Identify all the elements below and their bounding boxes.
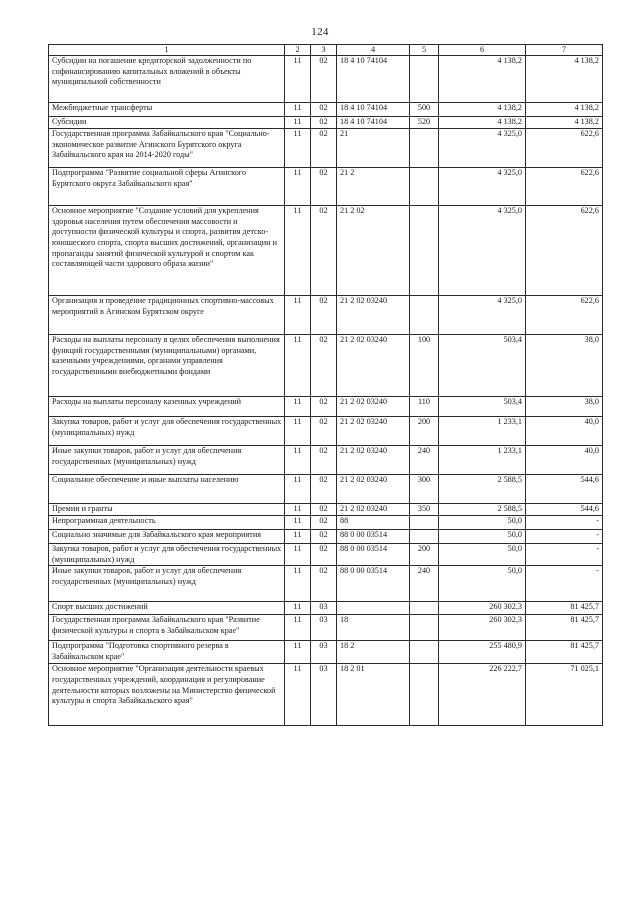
- row-amount-1-cell: 4 325,0: [439, 168, 526, 206]
- row-amount-1-cell: 4 325,0: [439, 206, 526, 296]
- row-target-code-cell: 88 0 00 03514: [337, 544, 410, 566]
- table-row: [49, 335, 603, 397]
- budget-table: [48, 44, 603, 726]
- column-number: 6: [439, 45, 526, 56]
- row-target-code-cell: 21 2 02 03240: [337, 475, 410, 504]
- row-subsection-cell: 02: [311, 335, 337, 397]
- row-name-cell: Иные закупки товаров, работ и услуг для обеспечения государственных (муниципальных) нужд: [49, 566, 285, 602]
- table-row: [49, 417, 603, 446]
- row-subsection-cell: 03: [311, 615, 337, 641]
- row-amount-1-cell: 1 233,1: [439, 446, 526, 475]
- row-expense-type-cell: [410, 615, 439, 641]
- row-amount-1-cell: 260 302,3: [439, 615, 526, 641]
- row-amount-1-cell: 260 302,3: [439, 602, 526, 615]
- row-name-cell: Непрограммная деятельность: [49, 516, 285, 530]
- row-expense-type-cell: 200: [410, 544, 439, 566]
- row-expense-type-cell: [410, 602, 439, 615]
- row-name-cell: Организация и проведение традиционных спортивно-массовых мероприятий в Агинском Бурятском округе: [49, 296, 285, 335]
- table-row: [49, 117, 603, 129]
- row-name-cell: Закупка товаров, работ и услуг для обеспечения государственных (муниципальных) нужд: [49, 417, 285, 446]
- row-target-code-cell: 21 2 02 03240: [337, 335, 410, 397]
- row-target-code-cell: [337, 602, 410, 615]
- row-subsection-cell: 03: [311, 664, 337, 726]
- row-expense-type-cell: [410, 530, 439, 544]
- row-expense-type-cell: 300: [410, 475, 439, 504]
- row-amount-2-cell: 622,6: [526, 206, 603, 296]
- row-name-cell: Социально значимые для Забайкальского края мероприятия: [49, 530, 285, 544]
- row-target-code-cell: 21 2: [337, 168, 410, 206]
- row-name-cell: Иные закупки товаров, работ и услуг для обеспечения государственных (муниципальных) нужд: [49, 446, 285, 475]
- row-amount-2-cell: 622,6: [526, 129, 603, 168]
- row-expense-type-cell: 240: [410, 566, 439, 602]
- table-row: [49, 446, 603, 475]
- row-section-cell: 11: [285, 615, 311, 641]
- row-amount-1-cell: 4 138,2: [439, 56, 526, 103]
- row-target-code-cell: 21 2 02: [337, 206, 410, 296]
- row-section-cell: 11: [285, 602, 311, 615]
- row-expense-type-cell: 500: [410, 103, 439, 117]
- table-row: [49, 641, 603, 664]
- table-row: [49, 168, 603, 206]
- row-amount-1-cell: 50,0: [439, 530, 526, 544]
- row-section-cell: 11: [285, 566, 311, 602]
- row-amount-1-cell: 503,4: [439, 335, 526, 397]
- row-amount-1-cell: 503,4: [439, 397, 526, 417]
- table-row: [49, 206, 603, 296]
- row-subsection-cell: 02: [311, 566, 337, 602]
- row-name-cell: Основное мероприятие "Организация деятельности краевых государственных учреждений, координация и регулирование деятельности которых возложены на Министерство физической культуры и спорта Забайкальского края": [49, 664, 285, 726]
- row-expense-type-cell: 240: [410, 446, 439, 475]
- row-name-cell: Социальное обеспечение и иные выплаты населению: [49, 475, 285, 504]
- row-name-cell: Межбюджетные трансферты: [49, 103, 285, 117]
- row-section-cell: 11: [285, 56, 311, 103]
- row-section-cell: 11: [285, 544, 311, 566]
- row-amount-2-cell: 4 138,2: [526, 117, 603, 129]
- row-section-cell: 11: [285, 530, 311, 544]
- row-amount-1-cell: 50,0: [439, 544, 526, 566]
- row-amount-2-cell: 38,0: [526, 397, 603, 417]
- row-section-cell: 11: [285, 664, 311, 726]
- row-amount-2-cell: 4 138,2: [526, 56, 603, 103]
- table-row: [49, 516, 603, 530]
- row-expense-type-cell: 520: [410, 117, 439, 129]
- row-section-cell: 11: [285, 129, 311, 168]
- row-target-code-cell: 18 4 10 74104: [337, 103, 410, 117]
- row-target-code-cell: 88 0 00 03514: [337, 530, 410, 544]
- row-target-code-cell: 21 2 02 03240: [337, 397, 410, 417]
- column-number-row: [49, 45, 603, 56]
- row-amount-2-cell: -: [526, 544, 603, 566]
- row-expense-type-cell: [410, 516, 439, 530]
- row-expense-type-cell: [410, 664, 439, 726]
- row-expense-type-cell: 100: [410, 335, 439, 397]
- row-subsection-cell: 02: [311, 475, 337, 504]
- row-section-cell: 11: [285, 446, 311, 475]
- row-expense-type-cell: [410, 206, 439, 296]
- row-subsection-cell: 02: [311, 117, 337, 129]
- row-subsection-cell: 02: [311, 56, 337, 103]
- row-name-cell: Подпрограмма "Подготовка спортивного резерва в Забайкальском крае": [49, 641, 285, 664]
- row-amount-2-cell: 622,6: [526, 168, 603, 206]
- column-number: 1: [49, 45, 285, 56]
- row-subsection-cell: 02: [311, 397, 337, 417]
- row-name-cell: Подпрограмма "Развитие социальной сферы Агинского Бурятского округа Забайкальского края": [49, 168, 285, 206]
- row-section-cell: 11: [285, 641, 311, 664]
- row-name-cell: Государственная программа Забайкальского края "Развитие физической культуры и спорта в Забайкальском крае": [49, 615, 285, 641]
- row-expense-type-cell: [410, 641, 439, 664]
- table-row: [49, 103, 603, 117]
- row-section-cell: 11: [285, 206, 311, 296]
- row-target-code-cell: 21 2 02 03240: [337, 504, 410, 516]
- row-amount-1-cell: 4 325,0: [439, 296, 526, 335]
- row-section-cell: 11: [285, 103, 311, 117]
- row-amount-2-cell: 71 025,1: [526, 664, 603, 726]
- row-amount-2-cell: 38,0: [526, 335, 603, 397]
- row-section-cell: 11: [285, 397, 311, 417]
- row-name-cell: Спорт высших достижений: [49, 602, 285, 615]
- row-subsection-cell: 03: [311, 641, 337, 664]
- row-amount-1-cell: 1 233,1: [439, 417, 526, 446]
- row-amount-1-cell: 2 588,5: [439, 504, 526, 516]
- row-expense-type-cell: [410, 129, 439, 168]
- row-target-code-cell: 18 4 10 74104: [337, 56, 410, 103]
- row-section-cell: 11: [285, 516, 311, 530]
- column-number: 5: [410, 45, 439, 56]
- table-row: [49, 296, 603, 335]
- row-amount-2-cell: 81 425,7: [526, 641, 603, 664]
- row-subsection-cell: 02: [311, 417, 337, 446]
- row-target-code-cell: 21 2 02 03240: [337, 446, 410, 475]
- row-target-code-cell: 18: [337, 615, 410, 641]
- row-expense-type-cell: [410, 168, 439, 206]
- row-target-code-cell: 18 2 01: [337, 664, 410, 726]
- column-number: 3: [311, 45, 337, 56]
- row-subsection-cell: 02: [311, 103, 337, 117]
- column-number: 7: [526, 45, 603, 56]
- row-expense-type-cell: 200: [410, 417, 439, 446]
- row-amount-2-cell: 4 138,2: [526, 103, 603, 117]
- row-subsection-cell: 02: [311, 530, 337, 544]
- page-number: 124: [311, 26, 329, 38]
- row-expense-type-cell: 350: [410, 504, 439, 516]
- row-name-cell: Государственная программа Забайкальского края "Социально-экономическое развитие Агинского Бурятского округа Забайкальского края на 2014-2020 годы": [49, 129, 285, 168]
- row-amount-1-cell: 226 222,7: [439, 664, 526, 726]
- row-amount-1-cell: 2 588,5: [439, 475, 526, 504]
- row-amount-2-cell: 81 425,7: [526, 602, 603, 615]
- row-expense-type-cell: [410, 296, 439, 335]
- row-section-cell: 11: [285, 296, 311, 335]
- row-target-code-cell: 21 2 02 03240: [337, 417, 410, 446]
- row-amount-1-cell: 4 325,0: [439, 129, 526, 168]
- table-row: [49, 397, 603, 417]
- row-amount-2-cell: -: [526, 566, 603, 602]
- row-name-cell: Расходы на выплаты персоналу казенных учреждений: [49, 397, 285, 417]
- row-subsection-cell: 02: [311, 168, 337, 206]
- table-row: [49, 566, 603, 602]
- row-name-cell: Закупка товаров, работ и услуг для обеспечения государственных (муниципальных) нужд: [49, 544, 285, 566]
- row-target-code-cell: 88: [337, 516, 410, 530]
- row-section-cell: 11: [285, 417, 311, 446]
- column-number: 2: [285, 45, 311, 56]
- row-name-cell: Субсидии: [49, 117, 285, 129]
- row-amount-2-cell: 544,6: [526, 504, 603, 516]
- row-target-code-cell: 88 0 00 03514: [337, 566, 410, 602]
- row-subsection-cell: 02: [311, 446, 337, 475]
- table-row: [49, 544, 603, 566]
- row-section-cell: 11: [285, 335, 311, 397]
- table-row: [49, 56, 603, 103]
- row-subsection-cell: 03: [311, 602, 337, 615]
- row-target-code-cell: 21 2 02 03240: [337, 296, 410, 335]
- row-amount-1-cell: 50,0: [439, 516, 526, 530]
- row-section-cell: 11: [285, 475, 311, 504]
- row-amount-2-cell: 622,6: [526, 296, 603, 335]
- table-row: [49, 475, 603, 504]
- row-amount-1-cell: 4 138,2: [439, 103, 526, 117]
- table-row: [49, 615, 603, 641]
- row-section-cell: 11: [285, 504, 311, 516]
- row-amount-2-cell: 40,0: [526, 417, 603, 446]
- row-subsection-cell: 02: [311, 129, 337, 168]
- row-amount-2-cell: 81 425,7: [526, 615, 603, 641]
- row-amount-1-cell: 50,0: [439, 566, 526, 602]
- table-row: [49, 602, 603, 615]
- row-amount-2-cell: -: [526, 516, 603, 530]
- row-amount-1-cell: 255 480,9: [439, 641, 526, 664]
- row-subsection-cell: 02: [311, 296, 337, 335]
- row-name-cell: Премии и гранты: [49, 504, 285, 516]
- row-section-cell: 11: [285, 168, 311, 206]
- row-expense-type-cell: 110: [410, 397, 439, 417]
- table-row: [49, 664, 603, 726]
- row-amount-2-cell: 40,0: [526, 446, 603, 475]
- row-amount-1-cell: 4 138,2: [439, 117, 526, 129]
- row-name-cell: Расходы на выплаты персоналу в целях обеспечения выполнения функций государственными (муниципальными) органами, казенными учреждениями, органами управления государственными внебюджетными фондами: [49, 335, 285, 397]
- row-subsection-cell: 02: [311, 516, 337, 530]
- row-target-code-cell: 18 4 10 74104: [337, 117, 410, 129]
- row-expense-type-cell: [410, 56, 439, 103]
- column-number: 4: [337, 45, 410, 56]
- row-name-cell: Субсидии на погашение кредиторской задолженности по софинансированию капитальных вложений в объекты муниципальной собственности: [49, 56, 285, 103]
- row-section-cell: 11: [285, 117, 311, 129]
- row-subsection-cell: 02: [311, 544, 337, 566]
- table-row: [49, 530, 603, 544]
- table-row: [49, 129, 603, 168]
- row-amount-2-cell: -: [526, 530, 603, 544]
- row-subsection-cell: 02: [311, 504, 337, 516]
- row-amount-2-cell: 544,6: [526, 475, 603, 504]
- row-target-code-cell: 18 2: [337, 641, 410, 664]
- row-target-code-cell: 21: [337, 129, 410, 168]
- row-subsection-cell: 02: [311, 206, 337, 296]
- row-name-cell: Основное мероприятие "Создание условий для укрепления здоровья населения путем обеспечения массовости и доступности физической культуры и спорта, развития детско-юношеского спорта, спорта высших достижений, организации и пропаганды занятий физической культурой и спортом как составляющей части здорового образа жизни": [49, 206, 285, 296]
- table-row: [49, 504, 603, 516]
